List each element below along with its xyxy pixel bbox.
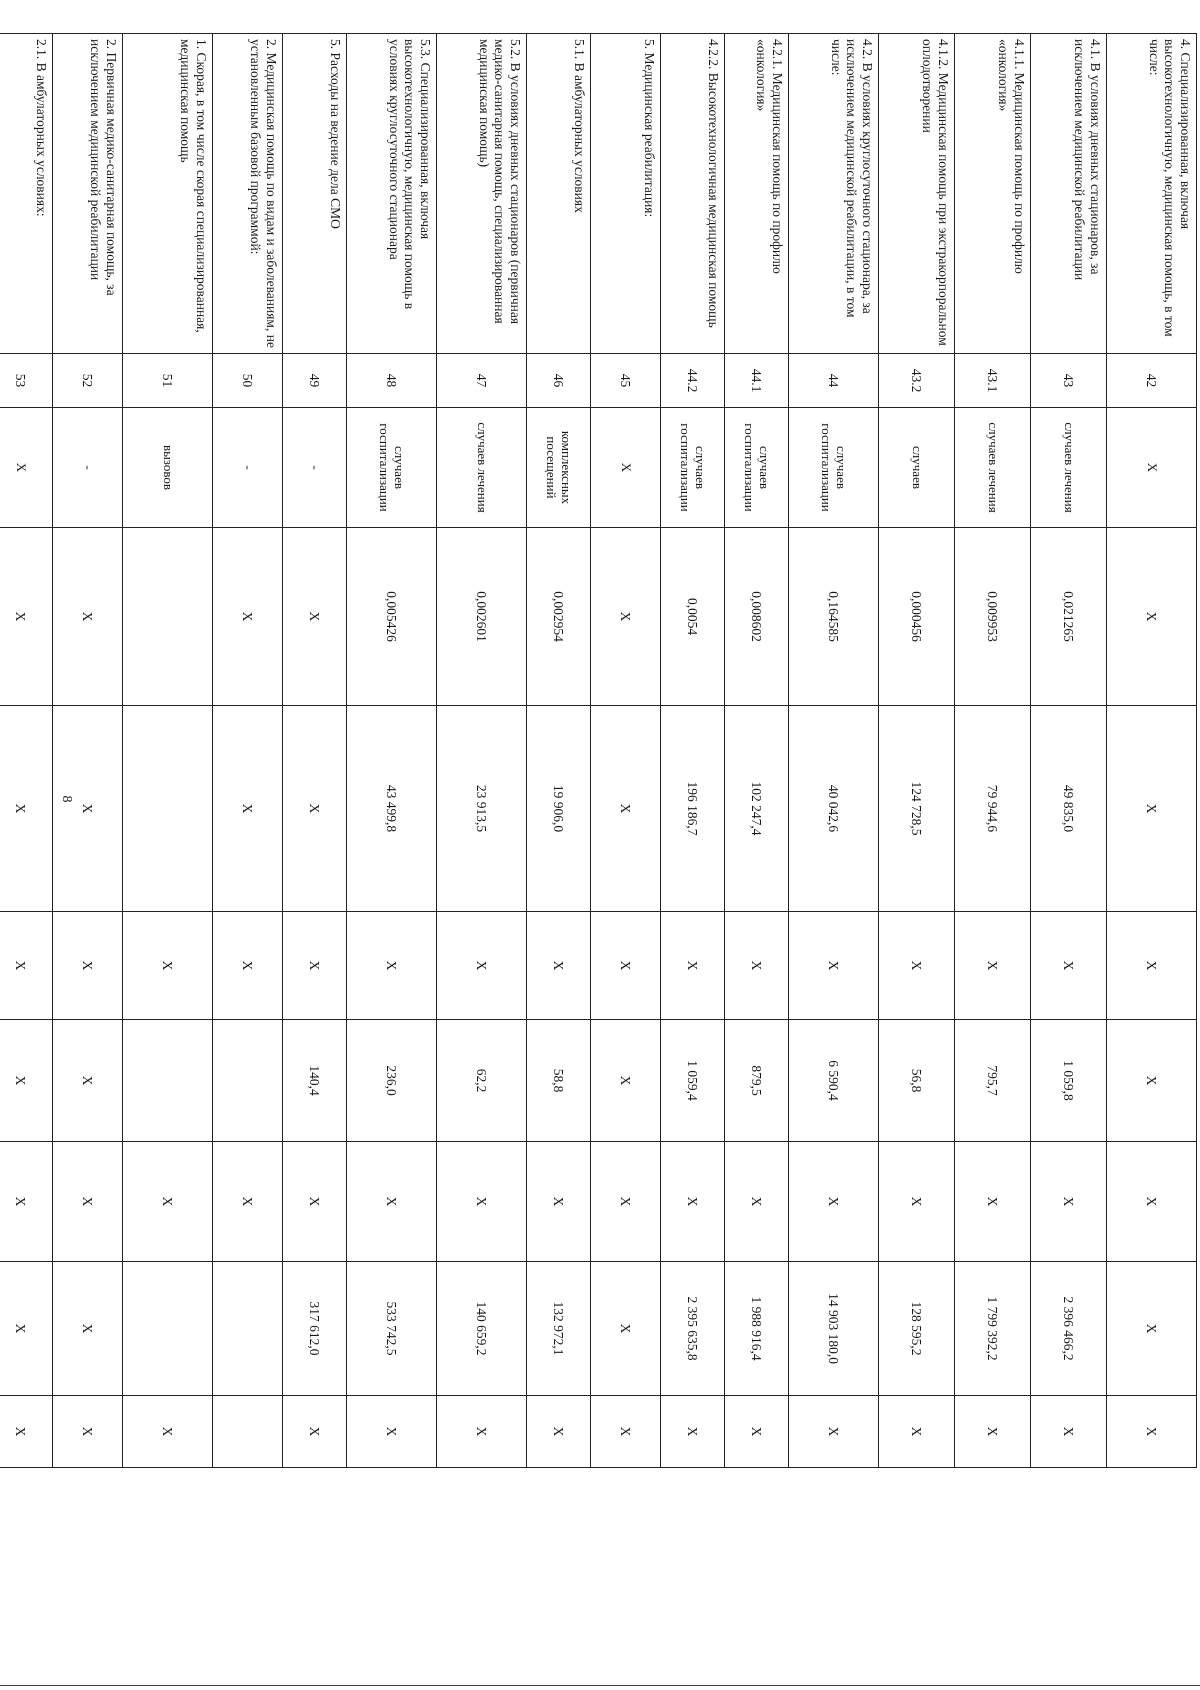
budget-total-cell: X [347, 1142, 437, 1262]
unit-cost-cell: X [591, 706, 661, 912]
row-number-cell: 52 [53, 354, 123, 408]
oms-total-cell: X [591, 1262, 661, 1396]
volume-norm-cell [123, 528, 213, 706]
table-row [53, 34, 123, 1468]
oms-per-capita-cell: 1 059,4 [661, 1020, 725, 1142]
oms-total-cell: 14 903 180,0 [789, 1262, 879, 1396]
volume-norm-cell: X [53, 528, 123, 706]
unit-cost-cell: X [53, 706, 123, 912]
budget-per-capita-cell: X [789, 912, 879, 1020]
unit-cost-cell: 43 499,8 [347, 706, 437, 912]
row-number-cell: 47 [437, 354, 527, 408]
volume-norm-cell: 0,005426 [347, 528, 437, 706]
oms-total-cell: 317 612,0 [283, 1262, 347, 1396]
budget-total-cell: X [879, 1142, 955, 1262]
unit-cell: случаев госпитализации [347, 408, 437, 528]
row-number-cell: 44.1 [725, 354, 789, 408]
budget-total-cell: X [1031, 1142, 1107, 1262]
budget-total-cell: X [725, 1142, 789, 1262]
row-name-cell: 5.2. В условиях дневных стационаров (первичная медико-санитарная помощь, специализированная медицинская помощь) [437, 34, 527, 354]
unit-cost-cell: 23 913,5 [437, 706, 527, 912]
row-number-cell: 43.2 [879, 354, 955, 408]
oms-per-capita-cell: 140,4 [283, 1020, 347, 1142]
oms-per-capita-cell: X [0, 1020, 53, 1142]
budget-per-capita-cell: X [1031, 912, 1107, 1020]
oms-total-cell [213, 1262, 283, 1396]
row-name-cell: 4.2.1. Медицинская помощь по профилю «онкология» [725, 34, 789, 354]
oms-total-cell: X [1107, 1262, 1197, 1396]
share-cell: X [0, 1396, 53, 1468]
row-name-cell: 5. Медицинская реабилитация: [591, 34, 661, 354]
oms-total-cell: 132 972,1 [527, 1262, 591, 1396]
volume-norm-cell: X [213, 528, 283, 706]
row-name-cell: 2.1. В амбулаторных условиях: [0, 34, 53, 354]
budget-total-cell: X [437, 1142, 527, 1262]
oms-total-cell: 2 395 635,8 [661, 1262, 725, 1396]
volume-norm-cell: 0,008602 [725, 528, 789, 706]
table-body [0, 34, 1197, 1468]
row-name-cell: 5.3. Специализированная, включая высокотехнологичную, медицинская помощь в условиях круглосуточного стационара [347, 34, 437, 354]
budget-per-capita-cell: X [955, 912, 1031, 1020]
row-name-cell: 1. Скорая, в том числе скорая специализированная, медицинская помощь [123, 34, 213, 354]
oms-per-capita-cell: 62,2 [437, 1020, 527, 1142]
volume-norm-cell: 0,021265 [1031, 528, 1107, 706]
unit-cost-cell: 49 835,0 [1031, 706, 1107, 912]
share-cell: X [123, 1396, 213, 1468]
unit-cell: вызовов [123, 408, 213, 528]
unit-cell: X [591, 408, 661, 528]
row-number-cell: 53 [0, 354, 53, 408]
volume-norm-cell: 0,000456 [879, 528, 955, 706]
table-row [1031, 34, 1107, 1468]
unit-cell: случаев лечения [437, 408, 527, 528]
bottom-rule [0, 1685, 1200, 1686]
budget-total-cell: X [591, 1142, 661, 1262]
row-name-cell: 4.1. В условиях дневных стационаров, за исключением медицинской реабилитации [1031, 34, 1107, 354]
volume-norm-cell: 0,002954 [527, 528, 591, 706]
unit-cost-cell: 196 186,7 [661, 706, 725, 912]
oms-total-cell: X [0, 1262, 53, 1396]
oms-per-capita-cell: X [1107, 1020, 1197, 1142]
unit-cost-cell [123, 706, 213, 912]
oms-total-cell: X [53, 1262, 123, 1396]
unit-cell: случаев госпитализации [725, 408, 789, 528]
budget-total-cell: X [53, 1142, 123, 1262]
budget-per-capita-cell: X [437, 912, 527, 1020]
share-cell: X [527, 1396, 591, 1468]
row-number-cell: 42 [1107, 354, 1197, 408]
table-row [1107, 34, 1197, 1468]
table-row [789, 34, 879, 1468]
share-cell: X [955, 1396, 1031, 1468]
budget-total-cell: X [283, 1142, 347, 1262]
row-number-cell: 44 [789, 354, 879, 408]
share-cell: X [789, 1396, 879, 1468]
row-name-cell: 4.2.2. Высокотехнологичная медицинская помощь [661, 34, 725, 354]
share-cell: X [1107, 1396, 1197, 1468]
oms-per-capita-cell: 56,8 [879, 1020, 955, 1142]
table-row [661, 34, 725, 1468]
budget-per-capita-cell: X [879, 912, 955, 1020]
unit-cost-cell: 19 906,0 [527, 706, 591, 912]
share-cell: X [437, 1396, 527, 1468]
row-number-cell: 43.1 [955, 354, 1031, 408]
volume-norm-cell: X [1107, 528, 1197, 706]
oms-total-cell: 1 799 392,2 [955, 1262, 1031, 1396]
budget-total-cell: X [527, 1142, 591, 1262]
share-cell: X [347, 1396, 437, 1468]
oms-total-cell: 2 396 466,2 [1031, 1262, 1107, 1396]
oms-per-capita-cell: 236,0 [347, 1020, 437, 1142]
table-row [0, 34, 53, 1468]
row-name-cell: 5. Расходы на ведение дела СМО [283, 34, 347, 354]
table-row [283, 34, 347, 1468]
share-cell: X [283, 1396, 347, 1468]
row-number-cell: 46 [527, 354, 591, 408]
unit-cell: комплексных посещений [527, 408, 591, 528]
row-number-cell: 44.2 [661, 354, 725, 408]
table-row [437, 34, 527, 1468]
budget-total-cell: X [1107, 1142, 1197, 1262]
row-number-cell: 45 [591, 354, 661, 408]
share-cell: X [725, 1396, 789, 1468]
row-number-cell: 48 [347, 354, 437, 408]
share-cell: X [591, 1396, 661, 1468]
row-name-cell: 4.2. В условиях круглосуточного стационара, за исключением медицинской реабилитации, в том числе: [789, 34, 879, 354]
table-row [123, 34, 213, 1468]
row-name-cell: 4.1.1. Медицинская помощь по профилю «онкология» [955, 34, 1031, 354]
row-name-cell: 4.1.2. Медицинская помощь при экстракорпоральном оплодотворении [879, 34, 955, 354]
oms-per-capita-cell [213, 1020, 283, 1142]
oms-per-capita-cell: X [591, 1020, 661, 1142]
budget-per-capita-cell: X [123, 912, 213, 1020]
oms-per-capita-cell [123, 1020, 213, 1142]
budget-per-capita-cell: X [213, 912, 283, 1020]
budget-per-capita-cell: X [725, 912, 789, 1020]
oms-total-cell: 1 988 916,4 [725, 1262, 789, 1396]
share-cell: X [1031, 1396, 1107, 1468]
table-row [527, 34, 591, 1468]
oms-per-capita-cell: 795,7 [955, 1020, 1031, 1142]
budget-total-cell: X [213, 1142, 283, 1262]
oms-per-capita-cell: 1 059,8 [1031, 1020, 1107, 1142]
budget-total-cell: X [0, 1142, 53, 1262]
volume-norm-cell: 0,164585 [789, 528, 879, 706]
unit-cell: случаев лечения [1031, 408, 1107, 528]
unit-cost-cell: X [213, 706, 283, 912]
table-row [347, 34, 437, 1468]
budget-per-capita-cell: X [347, 912, 437, 1020]
oms-total-cell: 128 595,2 [879, 1262, 955, 1396]
oms-total-cell: 533 742,5 [347, 1262, 437, 1396]
page-number: 8 [59, 795, 74, 803]
row-number-cell: 50 [213, 354, 283, 408]
unit-cell: - [283, 408, 347, 528]
row-name-cell: 2. Первичная медико-санитарная помощь, за исключением медицинской реабилитации [53, 34, 123, 354]
budget-per-capita-cell: X [283, 912, 347, 1020]
table-row [725, 34, 789, 1468]
unit-cell: случаев госпитализации [789, 408, 879, 528]
unit-cell: - [213, 408, 283, 528]
unit-cell: - [53, 408, 123, 528]
rotated-table-container [0, 33, 1197, 1468]
budget-per-capita-cell: X [0, 912, 53, 1020]
unit-cost-cell: X [1107, 706, 1197, 912]
oms-per-capita-cell: 58,8 [527, 1020, 591, 1142]
table-row [879, 34, 955, 1468]
share-cell: X [661, 1396, 725, 1468]
table-row [591, 34, 661, 1468]
unit-cost-cell: X [283, 706, 347, 912]
unit-cost-cell: X [0, 706, 53, 912]
unit-cost-cell: 79 944,6 [955, 706, 1031, 912]
budget-per-capita-cell: X [591, 912, 661, 1020]
budget-total-cell: X [789, 1142, 879, 1262]
volume-norm-cell: 0,002601 [437, 528, 527, 706]
unit-cost-cell: 124 728,5 [879, 706, 955, 912]
table-row [955, 34, 1031, 1468]
oms-per-capita-cell: 6 590,4 [789, 1020, 879, 1142]
oms-per-capita-cell: 879,5 [725, 1020, 789, 1142]
budget-total-cell: X [661, 1142, 725, 1262]
row-number-cell: 43 [1031, 354, 1107, 408]
unit-cell: X [0, 408, 53, 528]
unit-cell: случаев лечения [955, 408, 1031, 528]
volume-norm-cell: X [283, 528, 347, 706]
unit-cost-cell: 102 247,4 [725, 706, 789, 912]
budget-per-capita-cell: X [1107, 912, 1197, 1020]
share-cell: X [879, 1396, 955, 1468]
budget-per-capita-cell: X [527, 912, 591, 1020]
share-cell [213, 1396, 283, 1468]
share-cell: X [53, 1396, 123, 1468]
row-name-cell: 2. Медицинская помощь по видам и заболеваниям, не установленным базовой программой: [213, 34, 283, 354]
volume-norm-cell: 0,009953 [955, 528, 1031, 706]
budget-total-cell: X [123, 1142, 213, 1262]
unit-cell: случаев [879, 408, 955, 528]
oms-total-cell: 140 659,2 [437, 1262, 527, 1396]
volume-norm-cell: 0,0054 [661, 528, 725, 706]
row-number-cell: 49 [283, 354, 347, 408]
budget-total-cell: X [955, 1142, 1031, 1262]
unit-cost-cell: 40 042,6 [789, 706, 879, 912]
unit-cell: случаев госпитализации [661, 408, 725, 528]
row-name-cell: 4. Специализированная, включая высокотехнологичную, медицинская помощь, в том числе: [1107, 34, 1197, 354]
row-name-cell: 5.1. В амбулаторных условиях [527, 34, 591, 354]
volume-norm-cell: X [0, 528, 53, 706]
oms-total-cell [123, 1262, 213, 1396]
oms-per-capita-cell: X [53, 1020, 123, 1142]
row-number-cell: 51 [123, 354, 213, 408]
tariff-table [0, 33, 1197, 1468]
table-row [213, 34, 283, 1468]
budget-per-capita-cell: X [53, 912, 123, 1020]
volume-norm-cell: X [591, 528, 661, 706]
unit-cell: X [1107, 408, 1197, 528]
budget-per-capita-cell: X [661, 912, 725, 1020]
